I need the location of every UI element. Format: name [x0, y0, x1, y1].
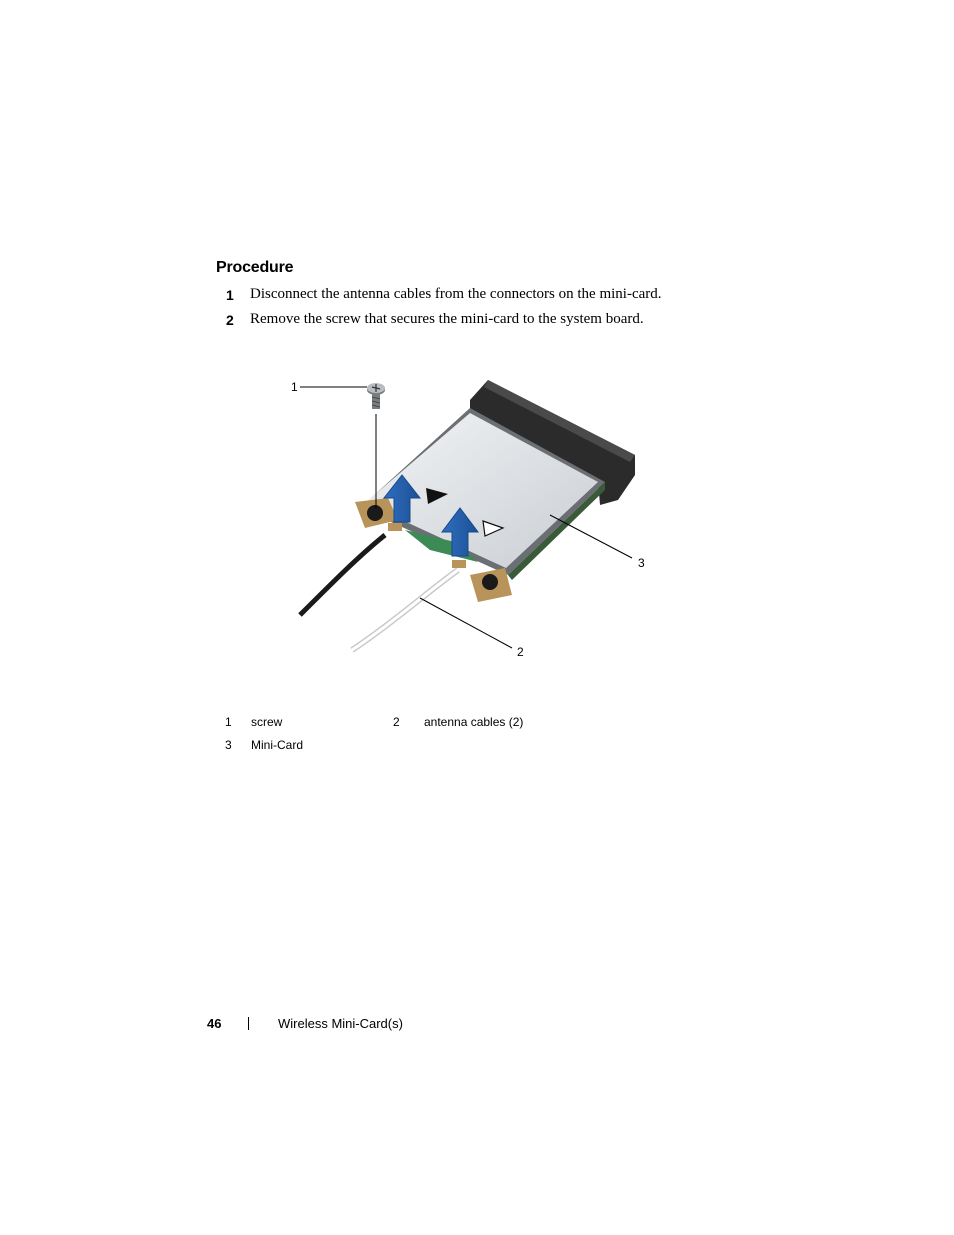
- callout-3: 3: [638, 556, 645, 570]
- legend-number: 2: [393, 715, 400, 729]
- leader-line: [420, 598, 512, 648]
- mini-card-illustration: [280, 370, 660, 670]
- footer-separator: [248, 1017, 249, 1030]
- callout-1: 1: [291, 380, 298, 394]
- legend-label: screw: [251, 715, 283, 729]
- legend-number: 3: [225, 738, 232, 752]
- step-number: 2: [226, 312, 234, 328]
- legend-number: 1: [225, 715, 232, 729]
- section-heading: Procedure: [216, 259, 294, 276]
- leader-line: [550, 515, 632, 558]
- page-number: 46: [207, 1016, 222, 1031]
- step-text: Remove the screw that secures the mini-card to the system board.: [250, 311, 644, 327]
- screw: [367, 383, 385, 409]
- callout-2: 2: [517, 645, 524, 659]
- legend-label: Mini-Card: [251, 738, 304, 752]
- step-number: 1: [226, 287, 234, 303]
- chapter-title: Wireless Mini-Card(s): [278, 1016, 403, 1031]
- antenna-cable-black: [300, 535, 385, 615]
- step-text: Disconnect the antenna cables from the connectors on the mini-card.: [250, 286, 662, 302]
- legend-label: antenna cables (2): [424, 715, 524, 729]
